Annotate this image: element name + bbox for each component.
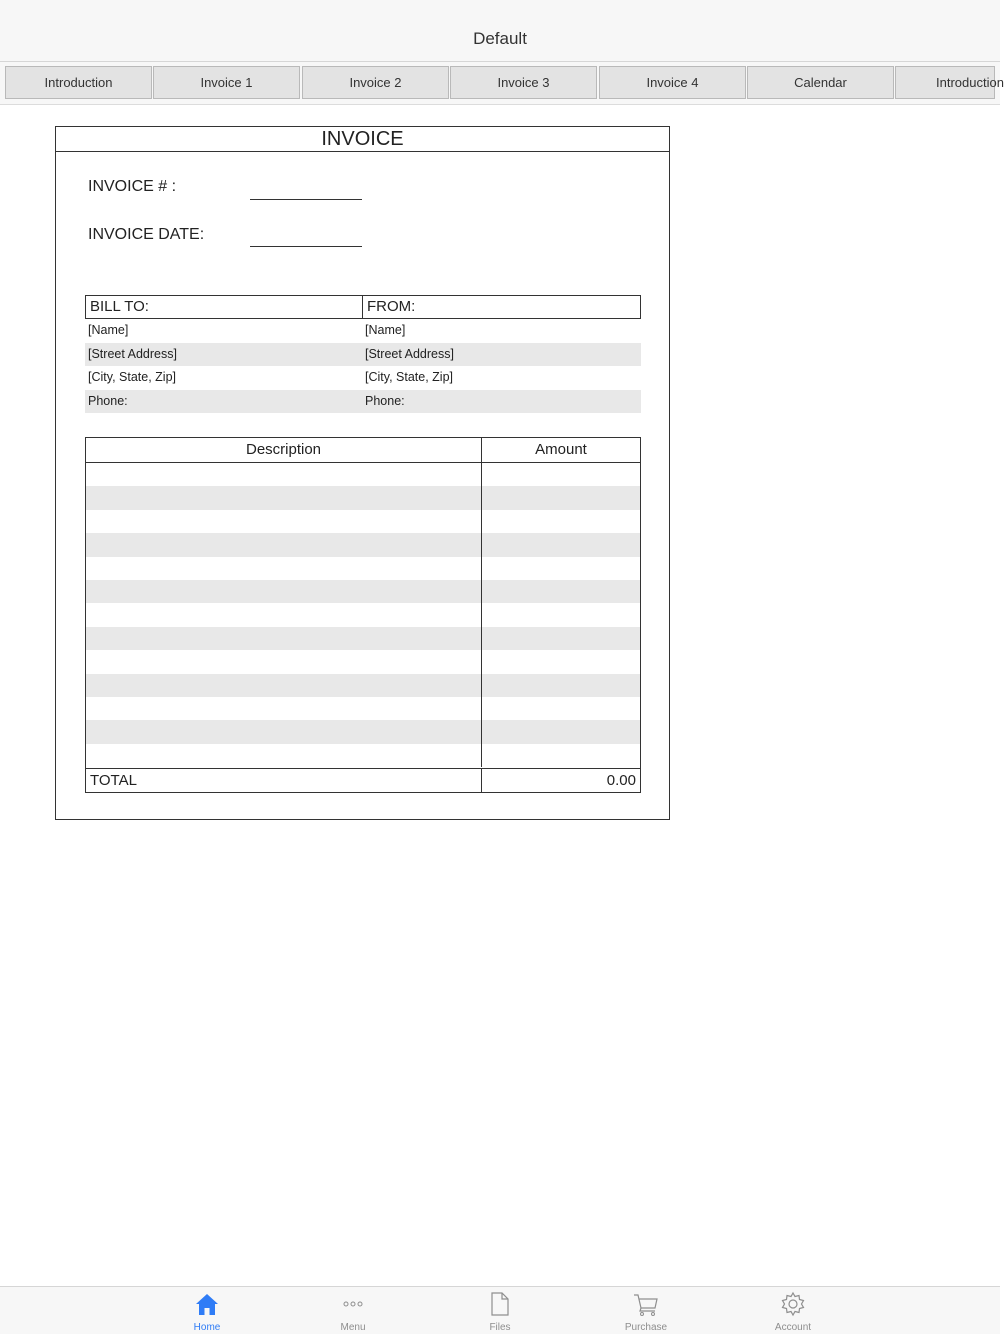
tabbar-purchase-label: Purchase (624, 1322, 668, 1333)
line-item-amount[interactable] (482, 603, 640, 626)
amount-header: Amount (535, 441, 587, 458)
line-item-description[interactable] (86, 580, 482, 603)
tabbar-files[interactable] (460, 1291, 540, 1333)
line-item-row (86, 557, 640, 580)
line-item-description[interactable] (86, 557, 482, 580)
line-item-amount[interactable] (482, 580, 640, 603)
address-row-street (85, 343, 641, 367)
invoice-date-label: INVOICE DATE: (88, 226, 205, 243)
address-block (85, 295, 641, 413)
bill-to-street[interactable]: [Street Address] (88, 346, 177, 361)
line-item-description[interactable] (86, 697, 482, 720)
line-item-row (86, 510, 640, 533)
line-item-amount[interactable] (482, 557, 640, 580)
line-item-description[interactable] (86, 463, 482, 486)
line-item-amount[interactable] (482, 650, 640, 673)
line-item-description[interactable] (86, 650, 482, 673)
bill-to-name[interactable]: [Name] (88, 323, 129, 337)
address-row-city (85, 366, 641, 390)
line-item-row (86, 720, 640, 743)
line-item-amount[interactable] (482, 720, 640, 743)
bill-to-header: BILL TO: (86, 296, 363, 318)
line-items-table (85, 437, 641, 793)
line-item-description[interactable] (86, 674, 482, 697)
tab-invoice-3[interactable]: Invoice 3 (450, 66, 597, 99)
invoice-date-field[interactable] (250, 229, 362, 247)
description-header: Description (86, 438, 482, 462)
tabbar-account-label: Account (774, 1322, 812, 1333)
line-item-description[interactable] (86, 627, 482, 650)
line-item-amount[interactable] (482, 533, 640, 556)
tabbar-account[interactable] (753, 1291, 833, 1333)
tab-introduction[interactable]: Introduction (5, 66, 152, 99)
tab-invoice-4[interactable]: Invoice 4 (599, 66, 746, 99)
line-item-amount[interactable] (482, 674, 640, 697)
total-value: 0.00 (606, 772, 636, 789)
line-item-row (86, 674, 640, 697)
address-row-phone (85, 390, 641, 414)
tabbar-files-label: Files (489, 1322, 511, 1333)
tab-calendar[interactable]: Calendar (747, 66, 894, 99)
tabbar-purchase[interactable] (606, 1291, 686, 1333)
address-header (85, 295, 641, 319)
total-label: TOTAL (86, 769, 482, 792)
bottom-tab-bar (0, 1286, 1000, 1334)
line-item-amount[interactable] (482, 744, 640, 767)
tabbar-home-label: Home (193, 1322, 221, 1333)
line-item-rows (86, 463, 640, 767)
from-header: FROM: (367, 298, 416, 315)
from-street[interactable]: [Street Address] (365, 346, 454, 361)
line-item-description[interactable] (86, 486, 482, 509)
file-icon (487, 1291, 513, 1317)
ellipsis-icon (340, 1291, 366, 1317)
cart-icon (633, 1291, 659, 1317)
bill-to-phone[interactable]: Phone: (88, 393, 128, 408)
total-row (86, 768, 640, 792)
line-item-row (86, 603, 640, 626)
from-city[interactable]: [City, State, Zip] (365, 370, 453, 384)
address-row-name (85, 319, 641, 343)
line-item-row (86, 486, 640, 509)
title-bar (0, 0, 1000, 62)
line-item-amount[interactable] (482, 486, 640, 509)
tabbar-menu-label: Menu (340, 1322, 366, 1333)
tab-invoice-2[interactable]: Invoice 2 (302, 66, 449, 99)
invoice-sheet (55, 126, 670, 820)
invoice-number-label: INVOICE # : (88, 178, 177, 195)
line-item-row (86, 627, 640, 650)
invoice-number-field[interactable] (250, 181, 362, 200)
line-item-row (86, 697, 640, 720)
line-item-amount[interactable] (482, 463, 640, 486)
home-icon (194, 1291, 220, 1317)
invoice-title: INVOICE (56, 127, 669, 152)
tab-invoice-1[interactable]: Invoice 1 (153, 66, 300, 99)
line-item-amount[interactable] (482, 510, 640, 533)
from-name[interactable]: [Name] (365, 323, 406, 337)
line-item-row (86, 650, 640, 673)
line-item-row (86, 580, 640, 603)
tabbar-home[interactable] (167, 1291, 247, 1333)
line-item-amount[interactable] (482, 697, 640, 720)
line-item-description[interactable] (86, 510, 482, 533)
line-item-description[interactable] (86, 744, 482, 767)
from-phone[interactable]: Phone: (365, 393, 405, 408)
window-title: Default (473, 29, 527, 48)
line-item-row (86, 463, 640, 486)
sheet-tabs (0, 62, 1004, 105)
tabbar-menu[interactable] (313, 1291, 393, 1333)
line-item-row (86, 533, 640, 556)
bill-to-city[interactable]: [City, State, Zip] (88, 370, 176, 384)
line-items-header (86, 438, 640, 463)
line-item-row (86, 744, 640, 767)
line-item-amount[interactable] (482, 627, 640, 650)
gear-icon (780, 1291, 806, 1317)
line-item-description[interactable] (86, 603, 482, 626)
tab-introduction-2[interactable]: Introduction (895, 66, 995, 99)
line-item-description[interactable] (86, 720, 482, 743)
line-item-description[interactable] (86, 533, 482, 556)
